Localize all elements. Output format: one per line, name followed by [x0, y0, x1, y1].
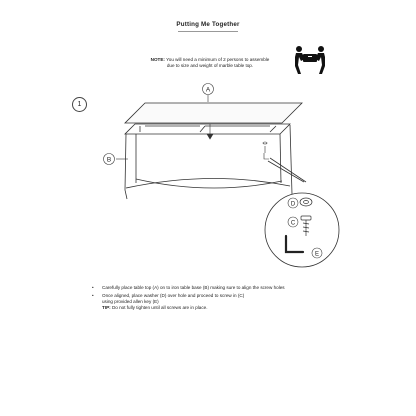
callout-a-label: A — [205, 86, 211, 94]
instruction-text-2a: Once aligned, place washer (D) over hole and proceed to screw in (C) — [102, 292, 245, 298]
instruction-list — [92, 285, 352, 313]
instruction-text-1: Carefully place table top (A) on to iron table base (B) making sure to align the screw holes — [102, 285, 285, 290]
instruction-tip — [102, 305, 207, 310]
callout-e-label: E — [314, 251, 320, 258]
tip-label: TIP: — [102, 305, 111, 311]
instruction-text-2b: using provided allen key (E) — [102, 299, 159, 304]
note-text-line2: due to size and weight of marble table top. — [166, 63, 254, 69]
page-title: Putting Me Together — [176, 21, 240, 28]
callout-c-label: C — [290, 220, 296, 227]
table-top-illustration — [125, 103, 302, 123]
callout-b-label: B — [106, 156, 112, 164]
note-text-line1: You will need a minimum of 2 persons to assemble — [166, 57, 270, 62]
callout-d-label: D — [290, 201, 296, 208]
screw-hole-indicator — [263, 142, 269, 159]
instruction-item-1 — [92, 285, 352, 291]
instruction-item-2 — [92, 293, 352, 312]
tip-text: Do not fully tighten until all screws are in place. — [111, 305, 208, 311]
note-label: NOTE: — [150, 57, 165, 62]
step-number-icon: 1 — [72, 97, 87, 112]
detail-magnifier — [265, 158, 339, 267]
